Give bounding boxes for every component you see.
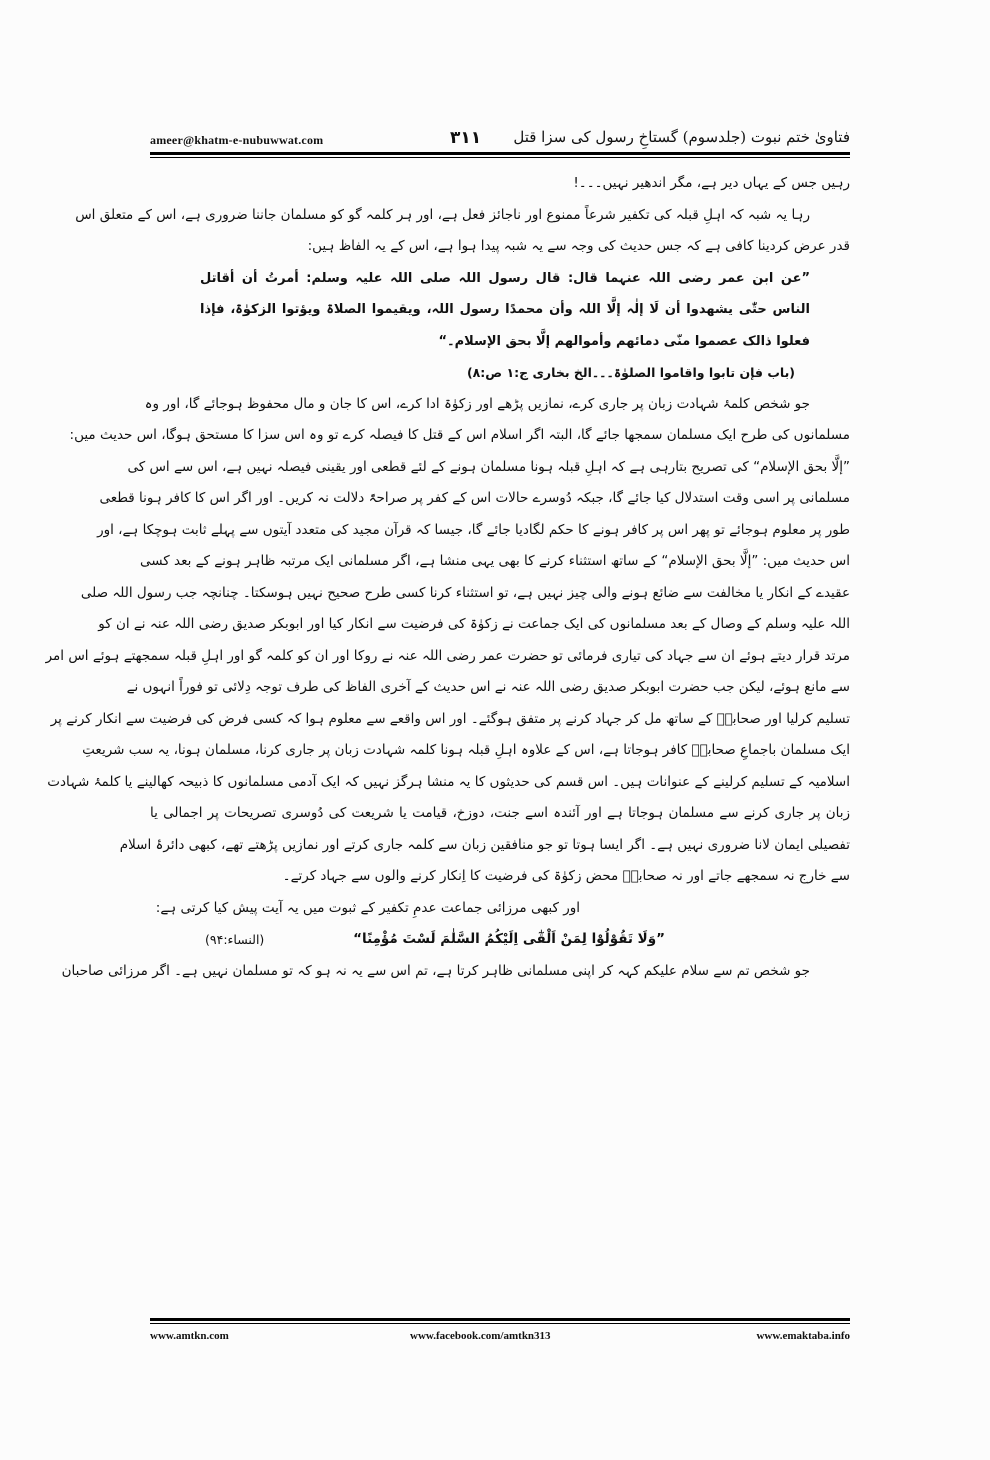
paragraph-line: اللہ علیہ وسلم کے وصال کے بعد مسلمانوں کی ایک جماعت نے زکوٰۃ کی فرضیت سے انکار کیا اور ابوبکر صدیق رضی اللہ عنہ نے ان کو (98, 616, 850, 632)
hadith-line: ”عن ابن عمر رضی اللہ عنہما قال: قال رسول اللہ صلی اللہ علیہ وسلم: أمرتُ أن أقاتل (200, 270, 810, 286)
hadith-line: الناس حتّٰی یشھدوا أن لَا إلٰہ إلَّا اللہ وأن محمدًا رسول اللہ، ویقیموا الصلاۃ ویؤتوا الزکوٰۃ، فإذا (200, 302, 810, 317)
hadith-reference: (باب فإن تابوا واقاموا الصلوٰۃ۔۔۔الخ بخاری ج:۱ ص:۸) (466, 365, 795, 380)
body-line: قدر عرض کردینا کافی ہے کہ جس حدیث کی وجہ سے یہ شبہ پیدا ہوا ہے، اس کے یہ الفاظ ہیں: (307, 238, 850, 254)
header-email: ameer@khatm-e-nubuwwat.com (150, 133, 324, 147)
book-title: فتاویٰ ختم نبوت (جلدسوم) گستاخِ رسول کی سزا قتل (513, 128, 850, 146)
paragraph-line: سے خارج نہ سمجھے جاتے اور نہ صحابہؓ محض زکوٰۃ کی فرضیت کا اِنکار کرنے والوں سے جہاد کرتے۔ (282, 868, 850, 884)
footer-link-facebook[interactable]: www.facebook.com/amtkn313 (410, 1330, 551, 1342)
paragraph-line: اسلامیہ کے تسلیم کرلینے کے عنوانات ہیں۔ اس قسم کی حدیثوں کا یہ منشا ہرگز نہیں کہ ایک آدمی مسلمانوں کا ذبیحہ کھالینے یا کلمۂ شہادت (47, 773, 850, 790)
page-footer (150, 1318, 850, 1348)
paragraph-line: اس حدیث میں: ”إلَّا بحق الإسلام“ کے ساتھ استثناء کرنے کا بھی یہی منشا ہے، اگر مسلمانی ایک مرتبہ ظاہر ہونے کے بعد کسی (139, 553, 850, 569)
paragraph-line: مسلمانوں کی طرح ایک مسلمان سمجھا جائے گا، البتہ اگر اسلام اس کے قتل کا فیصلہ کرے تو وہ اس سزا کا مستحق ہوگا، اس حدیث میں: (69, 427, 850, 443)
paragraph-line: سے مانع ہوئے، لیکن جب حضرت ابوبکر صدیق رضی اللہ عنہ نے اس حدیث کے آخری الفاظ کی طرف توجہ دِلائی تو فوراً انہوں نے (126, 679, 850, 695)
paragraph-line: ایک مسلمان باجماعِ صحابہؓ کافر ہوجاتا ہے، اس کے علاوہ اہلِ قبلہ ہونا کلمہ شہادت زبان پر جاری کرنا، مسلمان ہونا، یہ سب شریعتِ (82, 742, 850, 758)
footer-link-emaktaba[interactable]: www.emaktaba.info (756, 1330, 850, 1342)
verse-row (150, 924, 850, 956)
paragraph-line: جو شخص کلمۂ شہادت زبان پر جاری کرے، نمازیں پڑھے اور زکوٰۃ ادا کرے، اس کا جان و مال محفوظ ہوجائے گا، اور وہ (144, 395, 810, 412)
quran-verse: ”وَلَا تَقُوْلُوْا لِمَنْ اَلْقٰٓی اِلَیْکُمُ السَّلٰمَ لَسْتَ مُؤْمِنًا“ (353, 931, 665, 947)
footer-rule-thin (150, 1323, 850, 1324)
body-line: رہا یہ شبہ کہ اہلِ قبلہ کی تکفیر شرعاً ممنوع اور ناجائز فعل ہے، اور ہر کلمہ گو کو مسلمان جاننا ضروری ہے، اس کے متعلق اس (75, 206, 810, 223)
paragraph-line: عقیدے کے انکار یا مخالفت سے ضائع ہونے والی چیز نہیں ہے، تو استثناء کرنا کسی طرح صحیح نہیں ہوسکتا۔ چنانچہ جب رسول اللہ صلی (80, 584, 850, 601)
paragraph-line: طور پر معلوم ہوجائے تو پھر اس پر کافر ہونے کا حکم لگادیا جائے گا، جیسا کہ قرآن مجید کی متعدد آیتوں سے پہلے ثابت ہوچکا ہے، اور (97, 521, 850, 538)
hadith-line: فعلوا ذالک عصموا منّی دمائھم وأموالھم إلَّا بحق الإسلام۔“ (438, 333, 810, 349)
paragraph-line: جو شخص تم سے سلام علیکم کہہ کر اپنی مسلمانی ظاہر کرتا ہے، تم اس سے یہ نہ ہو کہ تو مسلمان نہیں ہے۔ اگر مرزائی صاحبان (61, 962, 810, 979)
paragraph-line: ”إلَّا بحق الإسلام“ کی تصریح بتارہی ہے کہ اہلِ قبلہ ہونا مسلمان ہونے کے لئے قطعی اور یقینی فیصلہ نہیں ہے، اس سے اس کی (127, 458, 850, 475)
body-line: رہیں جس کے یہاں دیر ہے، مگر اندھیر نہیں۔۔۔! (573, 175, 850, 191)
page-body (45, 168, 850, 987)
verse-intro: اور کبھی مرزائی جماعت عدمِ تکفیر کے ثبوت میں یہ آیت پیش کیا کرتی ہے: (155, 899, 580, 916)
page-header (150, 128, 850, 152)
paragraph-line: مسلمانی پر اسی وقت استدلال کیا جائے گا، جبکہ دُوسرے حالات اس کے کفر پر صراحۃً دلالت نہ کریں۔ اور اگر اس کا کافر ہونا قطعی (99, 490, 850, 506)
paragraph-line: تسلیم کرلیا اور صحابہؓ کے ساتھ مل کر جہاد کرنے پر متفق ہوگئے۔ اور اس واقعے سے معلوم ہوا کہ کسی فرض کی فرضیت سے انکار کرنے پر (50, 710, 850, 727)
page-number: ۳۱۱ (450, 128, 482, 148)
header-rule-thick (150, 152, 850, 155)
paragraph-line: مرتد قرار دیتے ہوئے ان سے جہاد کی تیاری فرمائی تو حضرت عمر رضی اللہ عنہ نے روکا اور ان کو کلمہ گو اور اہلِ قبلہ سمجھتے ہوئے اس امر (45, 647, 850, 664)
verse-reference: (النساء:۹۴) (205, 932, 265, 947)
paragraph-line: تفصیلی ایمان لانا ضروری نہیں ہے۔ اگر ایسا ہوتا تو جو منافقین زبان سے کلمہ جاری کرتے اور نمازیں پڑھتے تھے، کبھی دائرۂ اسلام (119, 836, 850, 853)
footer-link-amtkn[interactable]: www.amtkn.com (150, 1330, 229, 1342)
book-page (45, 128, 850, 979)
paragraph-line: زبان پر جاری کرنے سے مسلمان ہوجاتا ہے اور آئندہ اسے جنت، دوزخ، قیامت یا شریعت کی دُوسری تصریحات پر اجمالی یا (150, 805, 850, 821)
footer-rule-thick (150, 1318, 850, 1321)
header-rule-thin (150, 157, 850, 158)
